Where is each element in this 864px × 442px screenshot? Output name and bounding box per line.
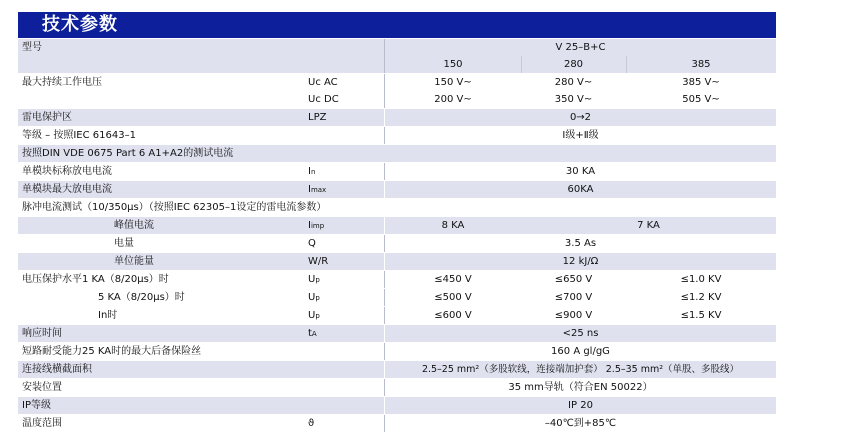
- row-protection-3: In时 Up ≤600 V ≤900 V ≤1.5 KV: [18, 307, 776, 325]
- row-max-discharge: 单模块最大放电电流 Imax 60KA: [18, 181, 776, 199]
- energy-value: 12 kJ/Ω: [562, 256, 599, 267]
- peak-value-280-385: 7 KA: [637, 220, 660, 231]
- ip-label: IP等级: [22, 400, 51, 411]
- row-class: [18, 127, 776, 145]
- row-temperature: [18, 415, 776, 433]
- response-label: 响应时间: [22, 328, 62, 339]
- ac-150: 150 V~: [434, 77, 472, 88]
- protection-label-3: In时: [98, 310, 118, 321]
- row-max-voltage: [18, 74, 776, 109]
- title-banner: [18, 12, 776, 38]
- mounting-value: 35 mm导轨（符合EN 50022）: [508, 382, 653, 393]
- nominal-value: 30 KA: [565, 166, 596, 177]
- ip-value: IP 20: [568, 400, 593, 411]
- charge-value: 3.5 As: [564, 238, 597, 249]
- prot-1-385: ≤1.0 KV: [680, 274, 722, 285]
- sym-uc-ac: Uc AC: [308, 77, 338, 88]
- row-energy: [18, 253, 776, 271]
- row-mounting: [18, 379, 776, 397]
- fuse-value: 160 A gl/gG: [551, 346, 610, 357]
- class-label: 等级 – 按照IEC 61643–1: [22, 130, 136, 141]
- prot-3-280: ≤900 V: [554, 310, 593, 321]
- row-zone: [18, 109, 776, 127]
- fuse-label: 短路耐受能力25 KA时的最大后备保险丝: [22, 346, 202, 357]
- dc-280: 350 V~: [554, 94, 593, 105]
- charge-sym: Q: [308, 238, 316, 249]
- class-value: Ⅰ级+Ⅱ级: [562, 130, 599, 141]
- peak-label: 峰值电流: [114, 220, 154, 231]
- energy-label: 单位能量: [114, 256, 154, 267]
- row-response: 响应时间 tA <25 ns: [18, 325, 776, 343]
- mounting-label: 安装位置: [22, 382, 62, 393]
- row-peak-current: 峰值电流 Iimp 8 KA 7 KA: [18, 217, 776, 235]
- spec-table: [18, 39, 776, 433]
- prot-2-385: ≤1.2 KV: [680, 292, 722, 303]
- max-voltage-label: 最大持续工作电压: [22, 77, 102, 88]
- variant-385: 385: [691, 59, 711, 70]
- zone-label: 雷电保护区: [22, 112, 72, 123]
- model-label: 型号: [22, 42, 42, 53]
- variant-280: 280: [563, 59, 584, 70]
- row-nominal: 单模块标称放电电流 In 30 KA: [18, 163, 776, 181]
- row-model: [18, 39, 776, 74]
- model-value: V 25–B+C: [555, 42, 606, 53]
- prot-2-280: ≤700 V: [554, 292, 593, 303]
- temp-label: 温度范围: [22, 418, 62, 429]
- zone-sym: LPZ: [308, 112, 327, 123]
- row-din-test: [18, 145, 776, 163]
- max-discharge-label: 单模块最大放电电流: [22, 184, 112, 195]
- wire-value: 2.5–25 mm²（多股软线，连接端加护套） 2.5–35 mm²（单股、多股线）: [421, 364, 740, 375]
- protection-label-2: 5 KA（8/20μs）时: [98, 292, 185, 303]
- row-wire: [18, 361, 776, 379]
- din-test-label: 按照DIN VDE 0675 Part 6 A1+A2的测试电流: [22, 148, 234, 159]
- impulse-label: 脉冲电流测试（10/350μs）（按照IEC 62305–1设定的雷电流参数）: [22, 202, 327, 213]
- dc-150: 200 V~: [434, 94, 472, 105]
- row-impulse: [18, 199, 776, 217]
- row-ip: [18, 397, 776, 415]
- page-title: 技术参数: [42, 14, 118, 35]
- row-fuse: [18, 343, 776, 361]
- max-discharge-value: 60KA: [567, 184, 594, 195]
- zone-value: 0→2: [569, 112, 592, 123]
- response-value: <25 ns: [562, 328, 599, 339]
- ac-280: 280 V~: [554, 77, 593, 88]
- nominal-label: 单模块标称放电电流: [22, 166, 112, 177]
- ac-385: 385 V~: [682, 77, 720, 88]
- charge-label: 电量: [114, 238, 134, 249]
- energy-sym: W/R: [308, 256, 329, 267]
- prot-1-280: ≤650 V: [554, 274, 593, 285]
- temp-value: –40℃到+85℃: [544, 418, 617, 429]
- row-protection-1: 电压保护水平1 KA（8/20μs）时 Up ≤450 V ≤650 V ≤1.0 KV: [18, 271, 776, 289]
- row-protection-2: 5 KA（8/20μs）时 Up ≤500 V ≤700 V ≤1.2 KV: [18, 289, 776, 307]
- prot-3-150: ≤600 V: [434, 310, 472, 321]
- row-charge: [18, 235, 776, 253]
- temp-sym: ϑ: [308, 418, 315, 429]
- wire-label: 连接线横截面积: [22, 364, 92, 375]
- sym-uc-dc: Uc DC: [308, 94, 339, 105]
- prot-2-150: ≤500 V: [434, 292, 472, 303]
- prot-1-150: ≤450 V: [434, 274, 472, 285]
- dc-385: 505 V~: [682, 94, 720, 105]
- peak-value-150: 8 KA: [441, 220, 465, 231]
- prot-3-385: ≤1.5 KV: [680, 310, 722, 321]
- variant-150: 150: [443, 59, 463, 70]
- protection-label-1: 电压保护水平1 KA（8/20μs）时: [22, 274, 169, 285]
